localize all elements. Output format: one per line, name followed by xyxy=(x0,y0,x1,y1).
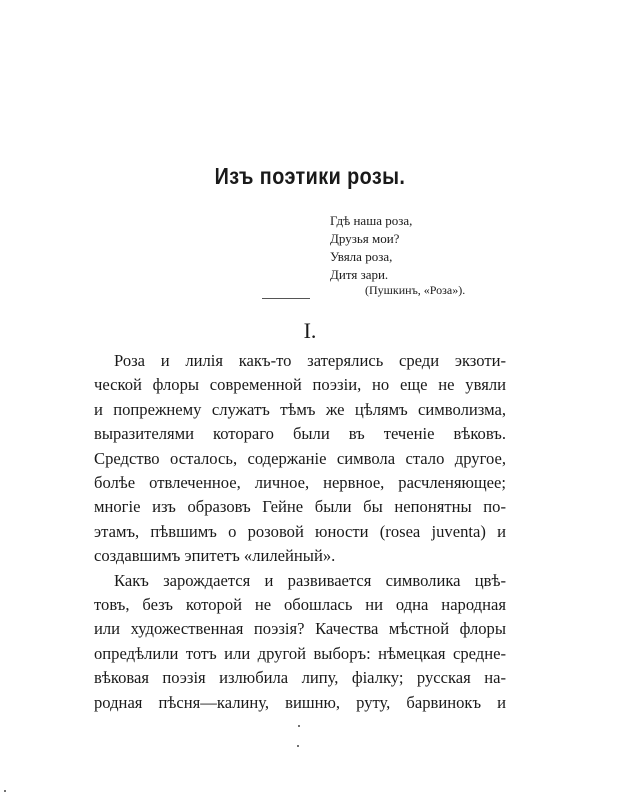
epigraph-line: Увяла роза, xyxy=(330,249,393,264)
text-line: и попрежнему служатъ тѣмъ же цѣлямъ символизма, xyxy=(94,399,506,419)
text-line: товъ, безъ которой не обошлась ни одна народная xyxy=(94,595,506,615)
text-line: создавшимъ эпитетъ «лилейный». xyxy=(94,546,336,566)
section-number: I. xyxy=(303,318,317,343)
scan-speck xyxy=(4,790,6,792)
divider xyxy=(262,298,310,299)
text-line: или художественная поэзія? Качества мѣстной флоры xyxy=(94,619,506,639)
epigraph-line: Друзья мои? xyxy=(330,231,400,246)
body-text xyxy=(94,349,506,715)
text-line: родная пѣсня—калину, вишню, руту, барвинокъ и xyxy=(94,692,506,712)
scan-speck xyxy=(298,725,300,727)
text-line: Средство осталось, содержаніе символа стало другое, xyxy=(94,448,506,468)
text-line: Роза и лилія какъ-то затерялись среди экзоти- xyxy=(114,351,506,370)
text-line: этамъ, пѣвшимъ о розовой юности (rosea juventa) и xyxy=(94,521,506,541)
text-line: выразителями котораго были въ теченіе вѣковъ. xyxy=(94,424,506,444)
epigraph-line: Гдѣ наша роза, xyxy=(330,213,413,228)
scan-speck xyxy=(297,745,299,747)
epigraph xyxy=(330,212,412,284)
epigraph-attribution: (Пушкинъ, «Роза»). xyxy=(365,283,466,297)
text-line: многіе изъ образовъ Гейне были бы непонятны по- xyxy=(94,497,506,517)
text-line: Какъ зарождается и развивается символика цвѣ- xyxy=(114,570,506,590)
text-line: болѣе отвлеченное, личное, нервное, расчленяющее; xyxy=(94,473,506,493)
chapter-title: Изъ поэтики розы. xyxy=(214,163,406,189)
text-line: ческой флоры современной поэзіи, но еще не увяли xyxy=(94,375,506,395)
text-line: вѣковая поэзія излюбила липу, фіалку; русская на- xyxy=(94,668,506,688)
epigraph-line: Дитя зари. xyxy=(330,267,389,282)
text-line: опредѣлили тотъ или другой выборъ: нѣмецкая средне- xyxy=(94,643,506,663)
